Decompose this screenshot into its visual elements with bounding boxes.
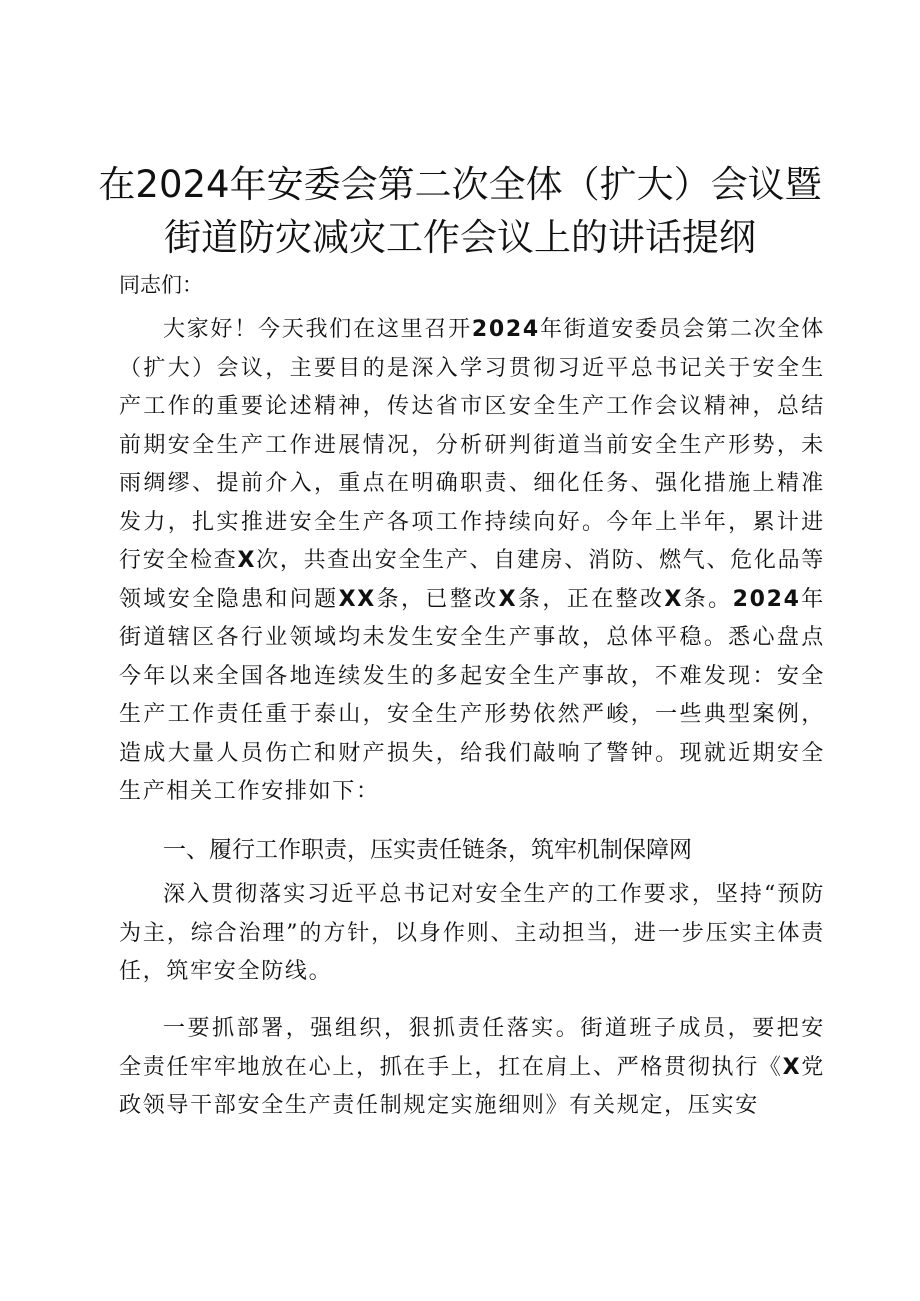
- section-1-paragraph-1: 深入贯彻落实习近平总书记对安全生产的工作要求，坚持“预防为主，综合治理”的方针，以身作则、主动担当，进一步压实主体责任，筑牢安全防线。: [119, 882, 825, 984]
- intro-text: 条，已整改: [375, 586, 499, 612]
- intro-text: 年街道安委员会第二次全体（扩大）会议，主要目的是深入学习贯彻习近平总书记关于安全生产工作的重要论述精神，传达省市区安全生产工作会议精神，总结前期安全生产工作进展情况，分析研判街道当前安全生产形势，未雨绸缪、提前介入，重点在明确职责、细化任务、强化措施上精准发力，扎实推进安全生产各项工作持续向好。今年上半年，累计进行安全检查: [119, 317, 825, 573]
- intro-text: 次，共查出安全生产、自建房、消防、燃气、危化品等领域安全隐患和问题: [119, 548, 825, 612]
- inspection-count: X: [237, 548, 257, 573]
- section-1-paragraph-2: [119, 1010, 825, 1126]
- document-title-line-1: 在2024年安委会第二次全体（扩大）会议暨: [98, 163, 822, 206]
- paragraph-text: 党政领导干部安全生产责任制规定实施细则》有关规定，压实安: [119, 1054, 825, 1118]
- intro-text: 条。: [683, 586, 733, 612]
- rectified-count: X: [498, 586, 518, 612]
- intro-paragraph: [119, 311, 825, 812]
- regulation-placeholder: X: [782, 1054, 802, 1080]
- section-1-heading: 一、履行工作职责，压实责任链条，筑牢机制保障网: [163, 837, 692, 863]
- intro-text: 年街道辖区各行业领域均未发生安全生产事故，总体平稳。悉心盘点今年以来全国各地连续发生的多起安全生产事故，不难发现：安全生产工作责任重于泰山，安全生产形势依然严峻，一些典型案例，造成大量人员伤亡和财产损失，给我们敲响了警钟。现就近期安全生产相关工作安排如下：: [119, 586, 825, 804]
- rectifying-count: X: [664, 586, 684, 612]
- intro-year: 2024: [471, 317, 540, 342]
- salutation: 同志们：: [119, 273, 203, 297]
- document-title-line-2: 街道防灾减灾工作会议上的讲话提纲: [164, 216, 756, 259]
- paragraph-text: 一要抓部署，强组织，狠抓责任落实。街道班子成员，要把安全责任牢牢地放在心上，抓在手上，扛在肩上、严格贯彻执行《: [119, 1016, 825, 1080]
- intro-year: 2024: [732, 586, 801, 612]
- intro-text: 大家好！今天我们在这里召开: [163, 317, 472, 342]
- intro-text: 条，正在整改: [517, 586, 665, 612]
- hazard-count: XX: [338, 586, 376, 612]
